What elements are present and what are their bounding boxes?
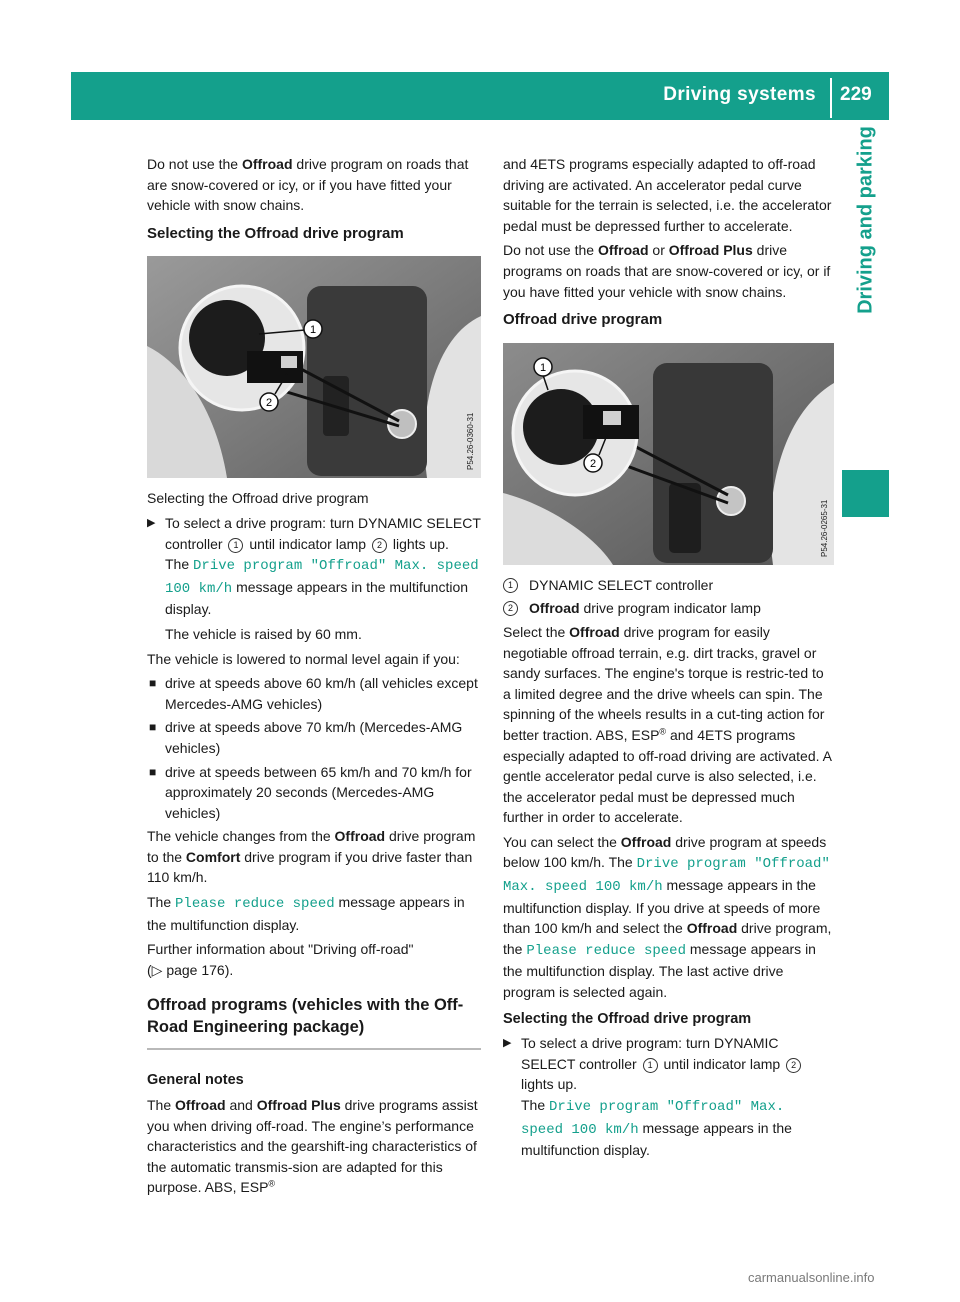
heading-offroad-program: Offroad drive program xyxy=(503,311,663,329)
image-caption: Selecting the Offroad drive program xyxy=(147,490,369,507)
page-number: 229 xyxy=(840,84,872,105)
callout-2: 2 xyxy=(589,457,597,470)
list-item: ■ drive at speeds above 60 km/h (all vehicles except Mercedes-AMG vehicles) xyxy=(149,675,478,712)
image-code: P54.26-0360-31 xyxy=(466,412,475,471)
donot-paragraph: Do not use the Offroad or Offroad Plus drive programs on roads that are snow-covered or icy, or if you have fitted your vehicle with snow chains. xyxy=(503,242,831,300)
heading-general-notes: General notes xyxy=(147,1072,244,1089)
further-info: Further information about "Driving off-road" (▷ page 176). xyxy=(147,941,414,978)
indicator-illustration xyxy=(503,343,834,565)
please-reduce-paragraph: The Please reduce speed message appears in the multifunction display. xyxy=(147,894,465,933)
heading-selecting-offroad: Selecting the Offroad drive program xyxy=(147,224,404,242)
display-message: Drive program "Offroad" Max. speed 100 km/h xyxy=(503,856,830,896)
display-message: Drive program "Offroad" Max. speed 100 km/h xyxy=(165,558,479,597)
controller-illustration xyxy=(147,256,481,478)
section-divider xyxy=(147,1048,481,1050)
general-paragraph: The Offroad and Offroad Plus drive programs assist you when driving off-road. The engine’s performance characteristics and the gearshift-ing characteristics of the automatic transmis-sion are adapted for this purpose. ABS, ESP® xyxy=(147,1097,478,1196)
indicator-photo xyxy=(503,343,834,565)
callout-ref-2: 2 xyxy=(503,601,518,616)
controller-photo xyxy=(147,256,481,478)
page-reference-link[interactable]: (▷ page 176). xyxy=(147,961,234,978)
legend-item: 1 DYNAMIC SELECT controller xyxy=(503,575,834,596)
callout-1: 1 xyxy=(309,324,317,337)
step-arrow-icon: ▶ xyxy=(147,516,156,529)
bullet-icon: ■ xyxy=(149,720,157,735)
right-column xyxy=(503,154,834,1165)
image-code: P54.26-0265-31 xyxy=(820,499,829,557)
callout-ref-1: 1 xyxy=(503,578,518,593)
left-column xyxy=(147,154,481,1202)
list-item: ■ drive at speeds above 70 km/h (Mercedes-AMG vehicles) xyxy=(149,719,463,756)
lowered-intro: The vehicle is lowered to normal level again if you: xyxy=(147,650,460,667)
section-title: Driving systems xyxy=(663,84,816,105)
callout-2: 2 xyxy=(265,397,273,410)
footer-watermark: carmanualsonline.info xyxy=(748,1270,875,1285)
step-arrow-icon: ▶ xyxy=(503,1037,512,1050)
legend-item: 2 Offroad drive program indicator lamp xyxy=(503,598,834,619)
list-item: ■ drive at speeds between 65 km/h and 70 km/h for approximately 20 seconds (Mercedes-AMG vehicles) xyxy=(149,763,472,821)
callout-ref-1: 1 xyxy=(228,538,243,553)
section-heading: Offroad programs (vehicles with the Off-Road Engineering package) xyxy=(147,996,464,1037)
instruction-step: ▶ To select a drive program: turn DYNAMIC SELECT controller 1 until indicator lamp 2 lights up. The Drive program "Offroad" Max. speed 100 km/h message appears in the multifunction display. The vehicle is raised by 60 mm. xyxy=(147,513,481,645)
instruction-step: ▶ To select a drive program: turn DYNAMIC SELECT controller 1 until indicator lamp 2 lights up. The Drive program "Offroad" Max. speed 100 km/h message appears in the multifunction display. xyxy=(503,1033,834,1161)
callout-ref-1: 1 xyxy=(643,1058,658,1073)
comfort-paragraph: The vehicle changes from the Offroad drive program to the Comfort drive program if you drive faster than 110 km/h. xyxy=(147,828,476,886)
intro-paragraph: Do not use the Offroad drive program on roads that are snow-covered or icy, or if you have fitted your vehicle with snow chains. xyxy=(147,156,469,214)
side-tab-marker xyxy=(842,470,889,517)
display-message: Drive program "Offroad" Max. speed 100 km/h xyxy=(521,1099,785,1138)
side-tab-label: Driving and parking xyxy=(854,126,877,314)
bullet-icon: ■ xyxy=(149,676,157,691)
heading-selecting-offroad: Selecting the Offroad drive program xyxy=(503,1010,752,1027)
display-message: Please reduce speed xyxy=(175,896,335,913)
bullet-icon: ■ xyxy=(149,764,157,779)
display-message: Please reduce speed xyxy=(526,942,686,959)
raised-note: The vehicle is raised by 60 mm. xyxy=(165,625,362,642)
callout-ref-2: 2 xyxy=(786,1058,801,1073)
callout-1: 1 xyxy=(539,361,547,374)
select-paragraph: Select the Offroad drive program for easily negotiable offroad terrain, e.g. dirt tracks, gravel or sandy surfaces. The engine's torque is restric-ted to a limited degree and the drive wheels can spin. The spinning of the wheels results in a cut-ting action for better traction. ABS, ESP® and 4ETS programs especially adapted to off-road driving are activated. A gentle accelerator pedal curve is also selected, i.e. the accelerator pedal must be depressed much further in order to accelerate. xyxy=(503,623,832,826)
header-divider xyxy=(830,78,832,118)
speed-paragraph: You can select the Offroad drive program at speeds below 100 km/h. The Drive program "Offroad" Max. speed 100 km/h message appears in the multifunction display. If you drive at speeds of more than 100 km/h and select the Offroad drive program, the Please reduce speed message appears in the multifunction display. The last active drive program is selected again. xyxy=(503,833,832,1001)
continued-paragraph: and 4ETS programs especially adapted to off-road driving are activated. An accelerator pedal curve suitable for the terrain is selected, i.e. the accelerator pedal must be depressed further to accelerate. xyxy=(503,156,832,234)
callout-ref-2: 2 xyxy=(372,538,387,553)
